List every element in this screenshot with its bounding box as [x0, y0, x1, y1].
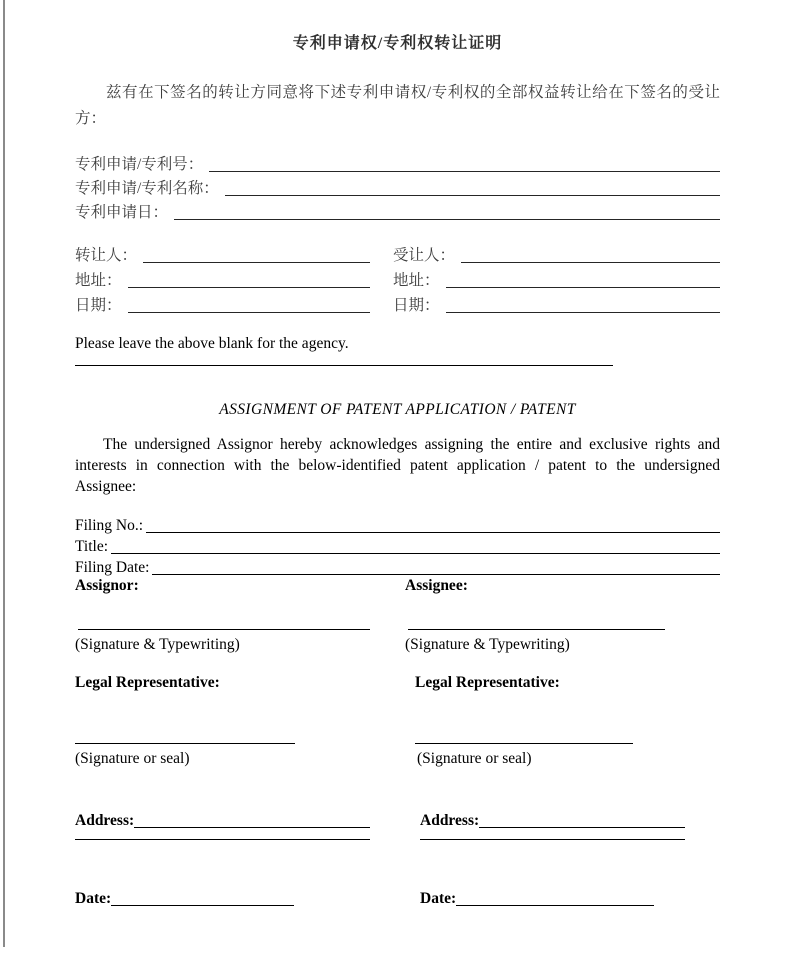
cn-assignee-blank[interactable]	[461, 262, 720, 263]
assignor-legal-representative-label: Legal Representative:	[75, 674, 220, 691]
title-row	[75, 535, 720, 556]
page-edge-line	[3, 0, 5, 947]
patent-number-blank[interactable]	[209, 171, 720, 172]
cn-assignor-label: 转让人：	[75, 247, 138, 264]
cn-assignee-date-label: 日期：	[393, 297, 440, 314]
en-fields-block	[75, 514, 720, 577]
cn-assignor-date-blank[interactable]	[128, 312, 370, 313]
cn-assignor-date-label: 日期：	[75, 297, 122, 314]
assignee-date-label: Date:	[420, 890, 457, 907]
assignee-seal-caption: (Signature or seal)	[417, 750, 532, 767]
cn-filing-date-blank[interactable]	[174, 219, 720, 220]
assignor-assignee-row	[75, 577, 720, 597]
cn-filing-date-row	[75, 198, 720, 222]
cn-assignor-address-row	[75, 265, 393, 290]
cn-intro-paragraph: 兹有在下签名的转让方同意将下述专利申请权/专利权的全部权益转让给在下签名的受让方：	[75, 84, 720, 127]
cn-assignor-column	[75, 240, 393, 315]
assignor-signature-caption: (Signature & Typewriting)	[75, 636, 240, 653]
filing-date-row	[75, 556, 720, 577]
cn-assignor-blank[interactable]	[143, 262, 370, 263]
address-row	[75, 808, 720, 830]
cn-parties-block	[75, 240, 720, 315]
en-intro-paragraph: The undersigned Assignor hereby acknowledges assigning the entire and exclusive rights and interests in connection with the below-identified patent application / patent to the undersigned Assignee:	[75, 436, 720, 495]
filing-date-blank[interactable]	[152, 574, 720, 575]
assignor-date-label: Date:	[75, 890, 112, 907]
assignor-address-label: Address:	[75, 812, 135, 829]
patent-name-row	[75, 174, 720, 198]
assignee-label: Assignee:	[405, 577, 468, 594]
assignor-seal-caption: (Signature or seal)	[75, 750, 190, 767]
title-blank[interactable]	[111, 553, 720, 554]
cn-assignor-address-blank[interactable]	[128, 287, 370, 288]
cn-assignee-row	[393, 240, 720, 265]
signature-lines-row	[75, 629, 720, 630]
assignee-signature-caption: (Signature & Typewriting)	[405, 636, 570, 653]
cn-assignee-address-blank[interactable]	[446, 287, 720, 288]
cn-document-title: 专利申请权/专利权转让证明	[292, 35, 503, 52]
patent-name-label: 专利申请/专利名称：	[75, 180, 219, 197]
chinese-section	[75, 30, 720, 366]
assignee-date-blank[interactable]	[456, 905, 654, 906]
separator-line	[75, 365, 613, 366]
assignor-address-blank[interactable]	[134, 827, 370, 828]
cn-assignor-row	[75, 240, 393, 265]
seal-captions-row	[75, 750, 720, 768]
assignor-address-blank-2[interactable]	[75, 839, 370, 840]
cn-assignee-label: 受让人：	[393, 247, 456, 264]
assignee-seal-line[interactable]	[415, 743, 633, 744]
filing-no-label: Filing No.:	[75, 517, 144, 534]
date-row	[75, 886, 720, 908]
address-second-line-row	[75, 839, 720, 840]
patent-number-label: 专利申请/专利号：	[75, 156, 204, 173]
filing-no-row	[75, 514, 720, 535]
filing-date-label: Filing Date:	[75, 559, 150, 576]
assignee-address-blank-2[interactable]	[420, 839, 685, 840]
legal-representative-row	[75, 674, 720, 692]
filing-no-blank[interactable]	[146, 532, 720, 533]
cn-assignee-column	[393, 240, 720, 315]
seal-lines-row	[75, 743, 720, 744]
assignee-signature-line[interactable]	[408, 629, 665, 630]
assignee-address-label: Address:	[420, 812, 480, 829]
assignee-legal-representative-label: Legal Representative:	[415, 674, 560, 691]
assignor-label: Assignor:	[75, 577, 139, 594]
cn-assignor-date-row	[75, 290, 393, 315]
english-section	[75, 401, 720, 908]
cn-assignee-date-row	[393, 290, 720, 315]
assignee-address-blank[interactable]	[479, 827, 685, 828]
cn-fields-block	[75, 150, 720, 222]
en-document-title: ASSIGNMENT OF PATENT APPLICATION / PATENT	[219, 401, 576, 418]
cn-assignor-address-label: 地址：	[75, 272, 122, 289]
cn-filing-date-label: 专利申请日：	[75, 204, 169, 221]
cn-assignee-date-blank[interactable]	[446, 312, 720, 313]
agency-note: Please leave the above blank for the agency.	[75, 335, 349, 352]
cn-assignee-address-label: 地址：	[393, 272, 440, 289]
assignor-date-blank[interactable]	[111, 905, 294, 906]
cn-assignee-address-row	[393, 265, 720, 290]
title-label: Title:	[75, 538, 109, 555]
assignor-signature-line[interactable]	[78, 629, 370, 630]
signature-captions-row	[75, 636, 720, 654]
patent-number-row	[75, 150, 720, 174]
assignor-seal-line[interactable]	[75, 743, 295, 744]
patent-name-blank[interactable]	[225, 195, 720, 196]
